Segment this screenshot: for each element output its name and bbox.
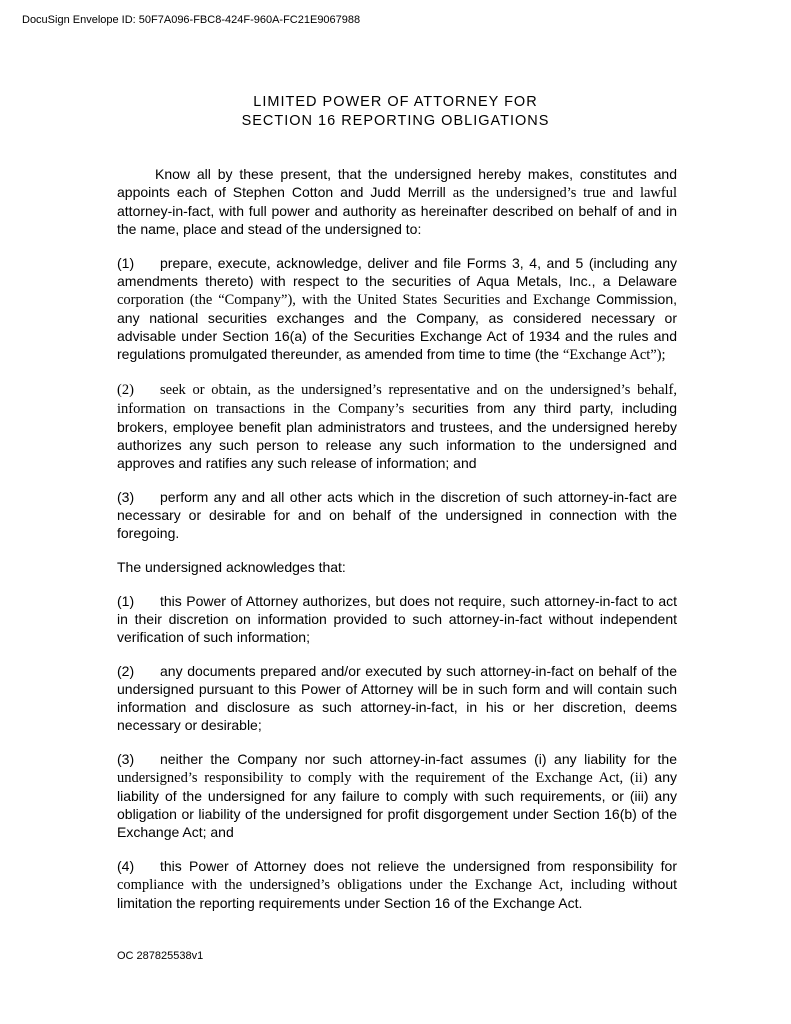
numbered-paragraph (117, 750, 677, 841)
serif-text-run: corporation (the “Company”), with the United States Securities and Exchange (117, 292, 597, 308)
title-line-1: LIMITED POWER OF ATTORNEY FOR (253, 94, 538, 110)
text-run: attorney-in-fact, with full power and authority as hereinafter described on behalf of and in the name, place and stead of the undersigned to: (117, 203, 677, 237)
docusign-envelope-id: DocuSign Envelope ID: 50F7A096-FBC8-424F-960A-FC21E9067988 (22, 14, 361, 26)
serif-text-run: compliance with the undersigned’s obligations under the Exchange Act, including (117, 877, 633, 893)
text-run: this Power of Attorney authorizes, but does not require, such attorney-in-fact to act in their discretion on information provided to such attorney-in-fact without independent verification of such information; (117, 593, 677, 645)
text-run: Commission, any national securities exchanges and the Company, as considered necessary or advisable under Section 16(a) of the Securities Exchange Act of 1934 and the rules and regulations promulgated thereunder, as amended from time to time (the (117, 291, 677, 362)
numbered-paragraph (117, 488, 677, 542)
title-line-2: SECTION 16 REPORTING OBLIGATIONS (241, 113, 550, 129)
text-run: neither the Company nor such attorney-in-fact assumes (i) any liability for the (160, 751, 677, 767)
serif-text-run: seek or obtain, as the undersigned’s representative and on the undersigned’s behalf, information on transactions in the Company’s se (117, 382, 677, 417)
document-title (0, 93, 791, 131)
text-run: any documents prepared and/or executed by such attorney-in-fact on behalf of the undersigned pursuant to this Power of Attorney will be in such form and will contain such information and disclosure as such attorney-in-fact, in his or her discretion, deems necessary or desirable; (117, 663, 677, 733)
list-number: (3) (117, 489, 135, 505)
text-run: prepare, execute, acknowledge, deliver and file Forms 3, 4, and 5 (including any amendments thereto) with respect to the securities of Aqua Metals, Inc., a Delaware (117, 255, 677, 289)
list-number: (2) (117, 382, 134, 398)
list-number: (4) (117, 858, 135, 874)
text-run: any liability of the undersigned for any failure to comply with such requirements, or (iii) any obligation or liability of the undersigned for profit disgorgement under Section 16(b) of the Exchange Act; and (117, 769, 677, 840)
text-run: The undersigned acknowledges that: (117, 559, 346, 575)
paragraph (117, 558, 677, 576)
list-number: (3) (117, 751, 135, 767)
serif-text-run: undersigned’s responsibility to comply with the requirement of the Exchange Act, (ii) (117, 770, 655, 786)
numbered-paragraph (117, 380, 677, 472)
numbered-paragraph (117, 857, 677, 912)
document-body (117, 165, 677, 928)
text-run: this Power of Attorney does not relieve the undersigned from responsibility for (160, 858, 677, 874)
serif-text-run: as the undersigned’s true and lawful (452, 185, 678, 201)
list-number: (2) (117, 663, 135, 679)
list-number: (1) (117, 593, 135, 609)
text-run: curities from any third party, including brokers, employee benefit plan administrators and trustees, and the undersigned hereby authorizes any such person to release any such information to the undersigned and approves and ratifies any such release of information; and (117, 400, 677, 471)
text-run: perform any and all other acts which in the discretion of such attorney-in-fact are necessary or desirable for and on behalf of the undersigned in connection with the foregoing. (117, 489, 677, 541)
numbered-paragraph (117, 662, 677, 734)
list-number: (1) (117, 255, 135, 271)
text-run: without limitation the reporting requirements under Section 16 of the Exchange Act. (117, 876, 677, 911)
numbered-paragraph (117, 254, 677, 364)
paragraph (117, 165, 677, 238)
serif-text-run: “Exchange Act”); (562, 347, 666, 363)
footer-document-code: OC 287825538v1 (117, 950, 204, 962)
numbered-paragraph (117, 592, 677, 646)
text-run: Know all by these present, that the undersigned hereby makes, constitutes and appoints each of Stephen Cotton and Judd Merrill (117, 166, 677, 200)
